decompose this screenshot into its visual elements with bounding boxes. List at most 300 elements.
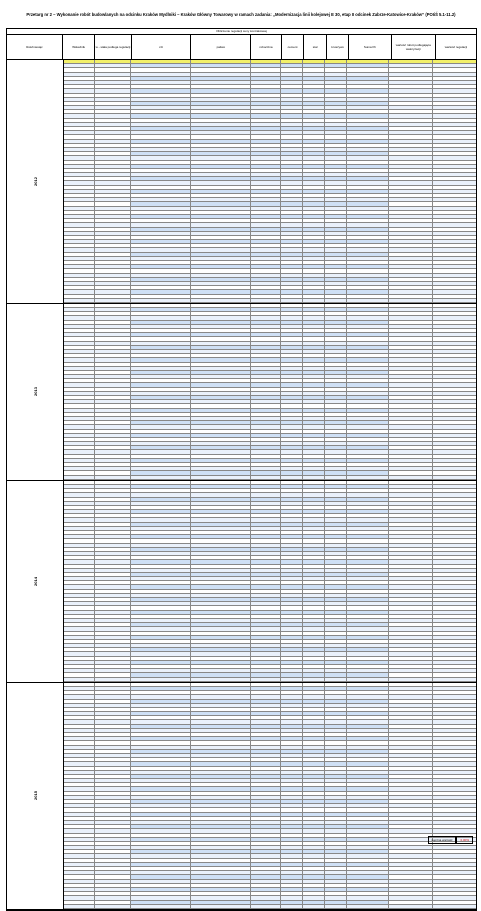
table-cell	[191, 796, 251, 799]
table-cell	[191, 177, 251, 180]
table-cell	[191, 598, 251, 601]
table-cell	[251, 363, 281, 366]
table-cell	[191, 127, 251, 130]
table-cell	[95, 779, 131, 782]
table-cell	[251, 123, 281, 126]
table-cell	[347, 173, 389, 176]
table-cell	[389, 704, 433, 707]
table-cell	[95, 565, 131, 568]
table-cell	[347, 367, 389, 370]
table-cell	[433, 577, 474, 580]
table-cell	[131, 316, 191, 319]
table-cell	[63, 198, 95, 201]
table-cell	[281, 257, 303, 260]
table-cell	[347, 194, 389, 197]
table-cell	[325, 741, 347, 744]
table-cell	[347, 813, 389, 816]
table-cell	[347, 783, 389, 786]
table-cell	[303, 695, 325, 698]
table-cell	[63, 485, 95, 488]
table-cell	[191, 265, 251, 268]
table-cell	[63, 467, 95, 470]
table-cell	[325, 375, 347, 378]
table-cell	[281, 619, 303, 622]
table-cell	[389, 817, 433, 820]
table-cell	[131, 758, 191, 761]
table-cell	[325, 859, 347, 862]
table-cell	[347, 896, 389, 899]
table-cell	[95, 404, 131, 407]
table-cell	[303, 892, 325, 895]
table-cell	[325, 489, 347, 492]
table-cell	[191, 725, 251, 728]
table-cell	[325, 135, 347, 138]
table-cell	[131, 308, 191, 311]
table-cell	[95, 244, 131, 247]
table-cell	[325, 669, 347, 672]
table-cell	[95, 683, 131, 686]
table-cell	[251, 269, 281, 272]
table-cell	[303, 198, 325, 201]
table-cell	[63, 733, 95, 736]
table-cell	[347, 493, 389, 496]
table-cell	[191, 94, 251, 97]
table-cell	[251, 64, 281, 67]
table-cell	[389, 652, 433, 655]
table-cell	[347, 388, 389, 391]
table-cell	[63, 295, 95, 298]
table-cell	[389, 333, 433, 336]
table-cell	[389, 720, 433, 723]
table-cell	[389, 615, 433, 618]
table-cell	[303, 771, 325, 774]
table-cell	[251, 754, 281, 757]
table-cell	[347, 800, 389, 803]
table-cell	[433, 68, 474, 71]
table-cell	[191, 325, 251, 328]
table-cell	[131, 652, 191, 655]
table-cell	[63, 880, 95, 883]
table-cell	[281, 854, 303, 857]
table-cell	[251, 838, 281, 841]
table-cell	[131, 687, 191, 690]
table-cell	[251, 808, 281, 811]
table-cell	[63, 695, 95, 698]
table-cell	[281, 796, 303, 799]
table-cell	[389, 127, 433, 130]
table-cell	[325, 817, 347, 820]
table-cell	[347, 400, 389, 403]
table-cell	[433, 404, 474, 407]
table-cell	[347, 110, 389, 113]
table-cell	[95, 198, 131, 201]
table-cell	[281, 544, 303, 547]
table-cell	[251, 169, 281, 172]
table-cell	[433, 181, 474, 184]
table-cell	[131, 312, 191, 315]
table-cell	[251, 471, 281, 474]
table-cell	[131, 194, 191, 197]
table-cell	[389, 290, 433, 293]
table-cell	[303, 817, 325, 820]
table-cell	[303, 261, 325, 264]
table-cell	[281, 623, 303, 626]
table-cell	[191, 131, 251, 134]
table-cell	[63, 417, 95, 420]
table-cell	[251, 813, 281, 816]
table-cell	[325, 421, 347, 424]
table-cell	[303, 556, 325, 559]
table-cell	[95, 186, 131, 189]
table-cell	[251, 383, 281, 386]
table-cell	[281, 430, 303, 433]
table-cell	[95, 144, 131, 147]
table-cell	[63, 308, 95, 311]
table-cell	[303, 312, 325, 315]
table-cell	[325, 282, 347, 285]
table-cell	[191, 358, 251, 361]
table-cell	[191, 850, 251, 853]
table-cell	[63, 110, 95, 113]
table-cell	[95, 695, 131, 698]
table-cell	[389, 169, 433, 172]
table-cell	[433, 905, 474, 908]
table-cell	[325, 539, 347, 542]
table-cell	[325, 98, 347, 101]
table-cell	[63, 523, 95, 526]
table-cell	[433, 409, 474, 412]
table-cell	[433, 901, 474, 904]
table-cell	[63, 775, 95, 778]
table-cell	[191, 228, 251, 231]
table-cell	[281, 392, 303, 395]
table-cell	[191, 304, 251, 307]
table-cell	[251, 98, 281, 101]
table-cell	[389, 173, 433, 176]
table-cell	[347, 708, 389, 711]
table-cell	[325, 834, 347, 837]
table-cell	[325, 695, 347, 698]
table-cell	[63, 619, 95, 622]
table-cell	[389, 905, 433, 908]
table-cell	[347, 695, 389, 698]
table-cell	[191, 135, 251, 138]
table-cell	[281, 648, 303, 651]
table-cell	[347, 337, 389, 340]
table-cell	[251, 144, 281, 147]
table-cell	[281, 81, 303, 84]
table-cell	[281, 493, 303, 496]
table-cell	[191, 261, 251, 264]
table-cell	[63, 207, 95, 210]
table-cell	[325, 459, 347, 462]
table-cell	[347, 450, 389, 453]
table-cell	[281, 471, 303, 474]
table-cell	[347, 510, 389, 513]
table-cell	[347, 152, 389, 155]
table-cell	[347, 775, 389, 778]
table-cell	[131, 144, 191, 147]
table-cell	[433, 539, 474, 542]
table-band-label: Obliczenie regulacji ceny kontraktowej	[7, 29, 476, 35]
table-cell	[303, 762, 325, 765]
table-cell	[303, 485, 325, 488]
table-cell	[251, 417, 281, 420]
table-cell	[389, 687, 433, 690]
table-cell	[303, 346, 325, 349]
table-cell	[131, 342, 191, 345]
table-cell	[281, 695, 303, 698]
table-cell	[389, 678, 433, 681]
table-cell	[347, 371, 389, 374]
table-cell	[325, 425, 347, 428]
table-cell	[281, 489, 303, 492]
table-cell	[95, 489, 131, 492]
table-cell	[347, 737, 389, 740]
table-cell	[191, 771, 251, 774]
table-cell	[281, 514, 303, 517]
table-cell	[131, 787, 191, 790]
table-cell	[281, 585, 303, 588]
table-cell	[63, 354, 95, 357]
table-cell	[131, 106, 191, 109]
table-cell	[433, 114, 474, 117]
table-cell	[95, 219, 131, 222]
table-cell	[347, 615, 389, 618]
table-cell	[389, 804, 433, 807]
table-cell	[303, 683, 325, 686]
table-cell	[389, 282, 433, 285]
table-cell	[389, 177, 433, 180]
table-cell	[281, 700, 303, 703]
table-cell	[389, 190, 433, 193]
table-cell	[347, 787, 389, 790]
table-cell	[281, 661, 303, 664]
table-cell	[63, 152, 95, 155]
table-cell	[281, 884, 303, 887]
table-cell	[347, 417, 389, 420]
table-cell	[303, 884, 325, 887]
table-cell	[191, 165, 251, 168]
table-cell	[433, 565, 474, 568]
table-cell	[95, 712, 131, 715]
table-cell	[303, 800, 325, 803]
table-cell	[131, 800, 191, 803]
table-cell	[191, 110, 251, 113]
table-cell	[63, 60, 95, 63]
table-cell	[303, 708, 325, 711]
table-cell	[433, 102, 474, 105]
table-cell	[347, 678, 389, 681]
table-cell	[325, 661, 347, 664]
table-cell	[347, 198, 389, 201]
table-cell	[389, 286, 433, 289]
table-cell	[325, 442, 347, 445]
table-cell	[131, 767, 191, 770]
table-cell	[131, 514, 191, 517]
table-cell	[389, 661, 433, 664]
table-cell	[131, 434, 191, 437]
table-cell	[191, 527, 251, 530]
table-cell	[95, 110, 131, 113]
table-cell	[347, 758, 389, 761]
table-cell	[191, 636, 251, 639]
table-cell	[251, 767, 281, 770]
table-cell	[95, 161, 131, 164]
table-cell	[325, 636, 347, 639]
table-cell	[303, 842, 325, 845]
table-cell	[63, 190, 95, 193]
table-cell	[251, 485, 281, 488]
table-cell	[433, 417, 474, 420]
table-cell	[303, 375, 325, 378]
table-cell	[325, 392, 347, 395]
table-cell	[281, 211, 303, 214]
table-cell	[95, 817, 131, 820]
table-cell	[251, 316, 281, 319]
table-cell	[281, 535, 303, 538]
table-cell	[63, 248, 95, 251]
table-cell	[251, 85, 281, 88]
table-cell	[281, 223, 303, 226]
table-cell	[95, 741, 131, 744]
table-cell	[281, 615, 303, 618]
table-cell	[251, 333, 281, 336]
table-cell	[325, 388, 347, 391]
table-cell	[325, 350, 347, 353]
table-cell	[303, 248, 325, 251]
table-cell	[303, 438, 325, 441]
table-cell	[389, 299, 433, 302]
table-cell	[325, 463, 347, 466]
table-cell	[63, 367, 95, 370]
table-cell	[281, 502, 303, 505]
table-cell	[347, 825, 389, 828]
table-cell	[347, 240, 389, 243]
table-cell	[433, 425, 474, 428]
table-cell	[389, 321, 433, 324]
table-cell	[95, 471, 131, 474]
table-cell	[63, 425, 95, 428]
table-cell	[251, 60, 281, 63]
table-cell	[131, 523, 191, 526]
table-cell	[347, 89, 389, 92]
table-cell	[63, 771, 95, 774]
table-cell	[303, 652, 325, 655]
table-cell	[95, 60, 131, 63]
table-cell	[131, 648, 191, 651]
table-cell	[251, 623, 281, 626]
table-cell	[191, 295, 251, 298]
table-cell	[325, 746, 347, 749]
table-cell	[433, 119, 474, 122]
table-cell	[131, 282, 191, 285]
table-cell	[251, 884, 281, 887]
table-cell	[251, 518, 281, 521]
table-cell	[433, 796, 474, 799]
table-cell	[131, 388, 191, 391]
table-cell	[433, 77, 474, 80]
table-cell	[251, 556, 281, 559]
table-cell	[303, 308, 325, 311]
table-cell	[131, 821, 191, 824]
table-cell	[303, 144, 325, 147]
table-cell	[131, 871, 191, 874]
table-cell	[63, 652, 95, 655]
table-cell	[281, 131, 303, 134]
table-cell	[389, 337, 433, 340]
table-cell	[433, 455, 474, 458]
table-cell	[347, 498, 389, 501]
table-cell	[433, 350, 474, 353]
table-cell	[347, 875, 389, 878]
table-cell	[433, 884, 474, 887]
table-cell	[325, 396, 347, 399]
table-cell	[63, 708, 95, 711]
table-cell	[281, 152, 303, 155]
year-label-text: 2014	[32, 576, 38, 586]
table-cell	[325, 590, 347, 593]
table-cell	[131, 683, 191, 686]
table-cell	[251, 700, 281, 703]
table-cell	[95, 758, 131, 761]
table-cell	[251, 337, 281, 340]
table-cell	[325, 863, 347, 866]
table-cell	[191, 64, 251, 67]
table-cell	[131, 577, 191, 580]
table-cell	[347, 177, 389, 180]
table-cell	[131, 627, 191, 630]
table-cell	[63, 257, 95, 260]
col-header-czt: czt	[132, 35, 192, 59]
table-cell	[433, 590, 474, 593]
table-cell	[63, 127, 95, 130]
table-cell	[281, 236, 303, 239]
table-cell	[63, 712, 95, 715]
table-cell	[251, 854, 281, 857]
table-cell	[191, 704, 251, 707]
table-cell	[325, 700, 347, 703]
table-cell	[347, 119, 389, 122]
table-cell	[191, 733, 251, 736]
table-cell	[131, 888, 191, 891]
table-cell	[347, 644, 389, 647]
table-cell	[325, 248, 347, 251]
table-cell	[131, 148, 191, 151]
table-cell	[191, 842, 251, 845]
table-cell	[433, 817, 474, 820]
table-cell	[325, 169, 347, 172]
table-cell	[389, 342, 433, 345]
table-cell	[281, 140, 303, 143]
table-cell	[131, 102, 191, 105]
table-cell	[191, 498, 251, 501]
table-cell	[303, 358, 325, 361]
table-cell	[347, 161, 389, 164]
table-cell	[389, 758, 433, 761]
table-cell	[95, 896, 131, 899]
table-cell	[131, 544, 191, 547]
table-cell	[389, 892, 433, 895]
table-cell	[347, 585, 389, 588]
table-cell	[433, 535, 474, 538]
table-cell	[347, 762, 389, 765]
table-cell	[63, 211, 95, 214]
table-cell	[251, 733, 281, 736]
table-cell	[251, 127, 281, 130]
table-cell	[303, 202, 325, 205]
table-cell	[191, 375, 251, 378]
